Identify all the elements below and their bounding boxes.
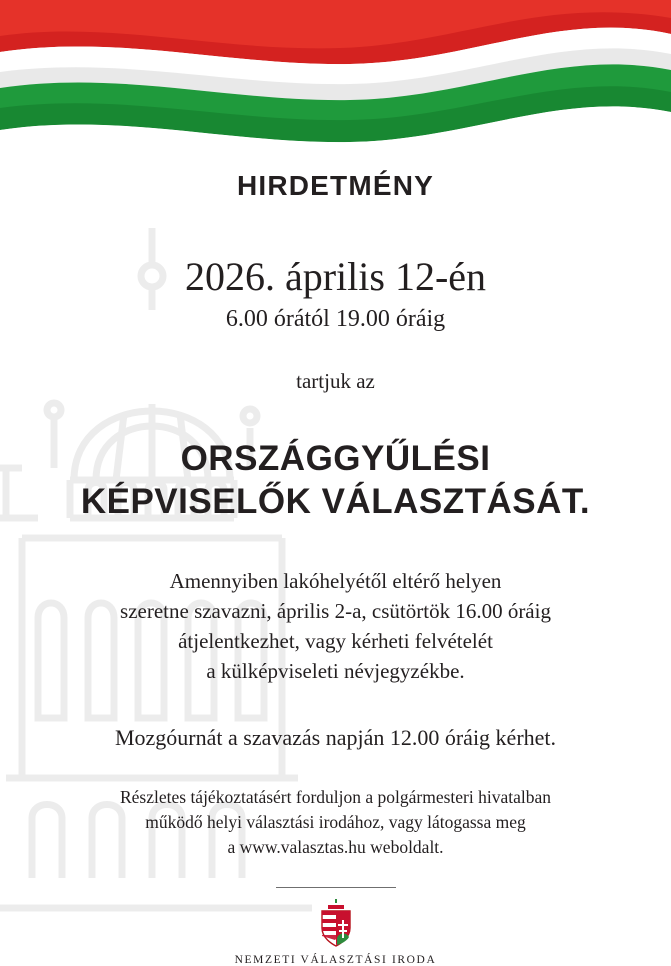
election-heading-line2: KÉPVISELŐK VÁLASZTÁSÁT. [80, 481, 591, 521]
paragraph-1-line-4: a külképviseleti névjegyzékbe. [206, 658, 465, 683]
paragraph-1-line-3: átjelentkezhet, vagy kérheti felvételét [178, 629, 493, 653]
election-hours: 6.00 órától 19.00 óráig [225, 306, 446, 332]
paragraph-3-line-1: Részletes tájékoztatásért forduljon a polgármesteri hivatalban [119, 786, 551, 807]
paragraph-3-line-2: működő helyi választási irodához, vagy látogassa meg [145, 812, 526, 832]
election-date: 2026. április 12-én [184, 254, 487, 299]
intro-text: tartjuk az [296, 369, 375, 393]
election-heading-line1: ORSZÁGGYŰLÉSI [180, 439, 491, 478]
organization-name: NEMZETI VÁLASZTÁSI IRODA [234, 953, 437, 966]
hungarian-flag-ribbon [0, 0, 671, 148]
paragraph-mobile-ballot-box: Mozgóurnát a szavazás napján 12.00 óráig kérhet. [114, 724, 557, 750]
page-title: HIRDETMÉNY [236, 170, 435, 201]
paragraph-1-line-2: szeretne szavazni, április 2-a, csütörtök 16.00 óráig [120, 599, 551, 624]
paragraph-1-line-1: Amennyiben lakóhelyétől eltérő helyen [169, 569, 502, 594]
election-heading [0, 438, 671, 523]
divider [276, 887, 396, 888]
hungarian-coat-of-arms [316, 898, 356, 948]
paragraph-transfer-registration [0, 567, 671, 686]
notice-content [0, 148, 671, 966]
paragraph-more-information [0, 785, 671, 861]
paragraph-3-line-3: a www.valasztas.hu weboldalt. [227, 837, 444, 858]
crest-container [0, 898, 671, 948]
